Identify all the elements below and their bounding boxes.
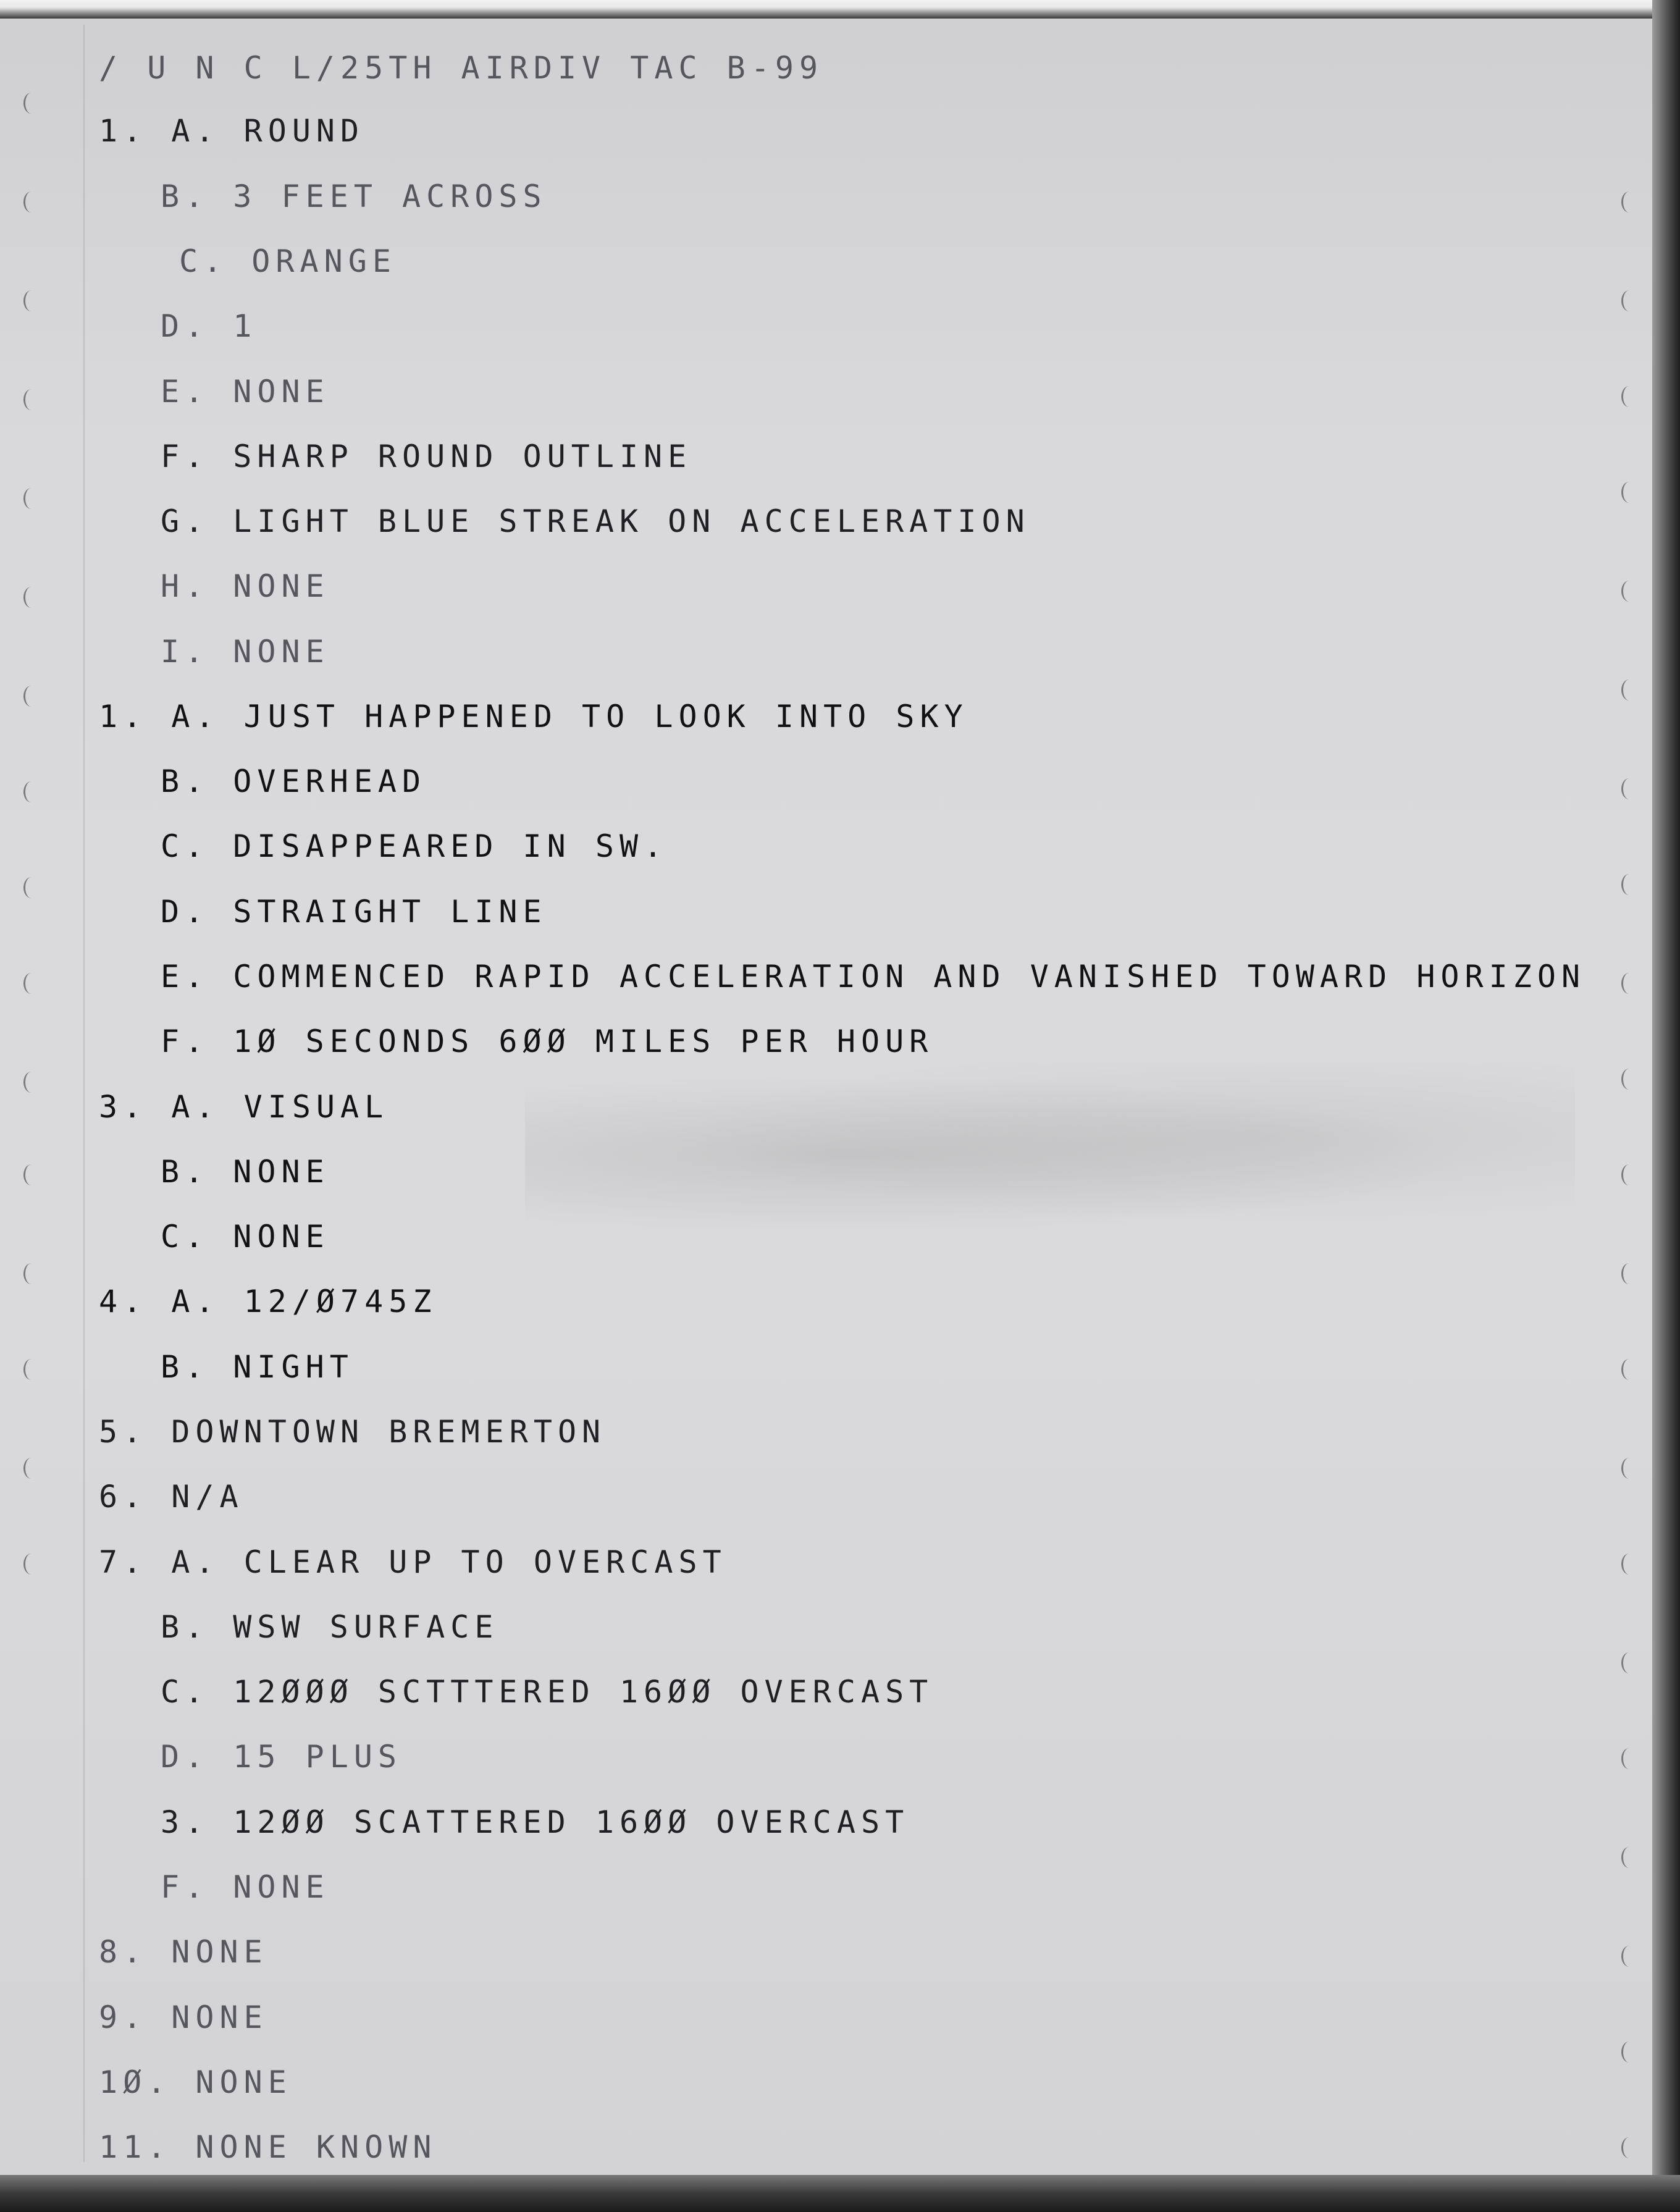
message-line: G. LIGHT BLUE STREAK ON ACCELERATION: [161, 503, 1030, 539]
message-line: F. 1Ø SECONDS 6ØØ MILES PER HOUR: [161, 1024, 934, 1059]
message-line: E. NONE: [161, 374, 330, 410]
message-line: F. SHARP ROUND OUTLINE: [161, 439, 692, 474]
message-line: C. ORANGE: [179, 243, 397, 279]
message-line: D. STRAIGHT LINE: [161, 894, 547, 930]
message-line: 3. 12ØØ SCATTERED 16ØØ OVERCAST: [161, 1804, 910, 1840]
scan-top-edge: [0, 0, 1680, 19]
message-line: 4. A. 12/Ø745Z: [99, 1284, 437, 1319]
message-line: C. NONE: [161, 1219, 330, 1255]
message-line: B. OVERHEAD: [161, 763, 427, 799]
message-line: B. NONE: [161, 1154, 330, 1190]
message-line: B. NIGHT: [161, 1349, 354, 1385]
scan-right-edge: [1652, 0, 1680, 2212]
message-header: / U N C L/25TH AIRDIV TAC B-99: [99, 50, 824, 86]
message-line: 9. NONE: [99, 2000, 268, 2035]
message-line: B. WSW SURFACE: [161, 1609, 499, 1645]
message-line: C. 12ØØØ SCTTTERED 16ØØ OVERCAST: [161, 1674, 934, 1710]
message-line: 6. N/A: [99, 1479, 244, 1515]
message-line: 1. A. JUST HAPPENED TO LOOK INTO SKY: [99, 699, 968, 734]
message-line: 1. A. ROUND: [99, 113, 365, 149]
message-line: 8. NONE: [99, 1934, 268, 1970]
message-line: 1Ø. NONE: [99, 2064, 292, 2100]
message-line: C. DISAPPEARED IN SW.: [161, 828, 668, 864]
message-line: I. NONE: [161, 634, 330, 670]
message-line: 5. DOWNTOWN BREMERTON: [99, 1414, 607, 1450]
message-line: E. COMMENCED RAPID ACCELERATION AND VANISHED TOWARD HORIZON: [161, 959, 1586, 995]
message-line: 7. A. CLEAR UP TO OVERCAST: [99, 1544, 727, 1580]
message-line: D. 1: [161, 308, 258, 344]
scan-bottom-edge: [0, 2175, 1680, 2212]
message-line: B. 3 FEET ACROSS: [161, 179, 547, 214]
message-line: 11. NONE KNOWN: [99, 2129, 437, 2165]
message-line: H. NONE: [161, 568, 330, 604]
message-line: D. 15 PLUS: [161, 1739, 403, 1775]
message-line: 3. A. VISUAL: [99, 1089, 389, 1125]
message-line: F. NONE: [161, 1869, 330, 1905]
